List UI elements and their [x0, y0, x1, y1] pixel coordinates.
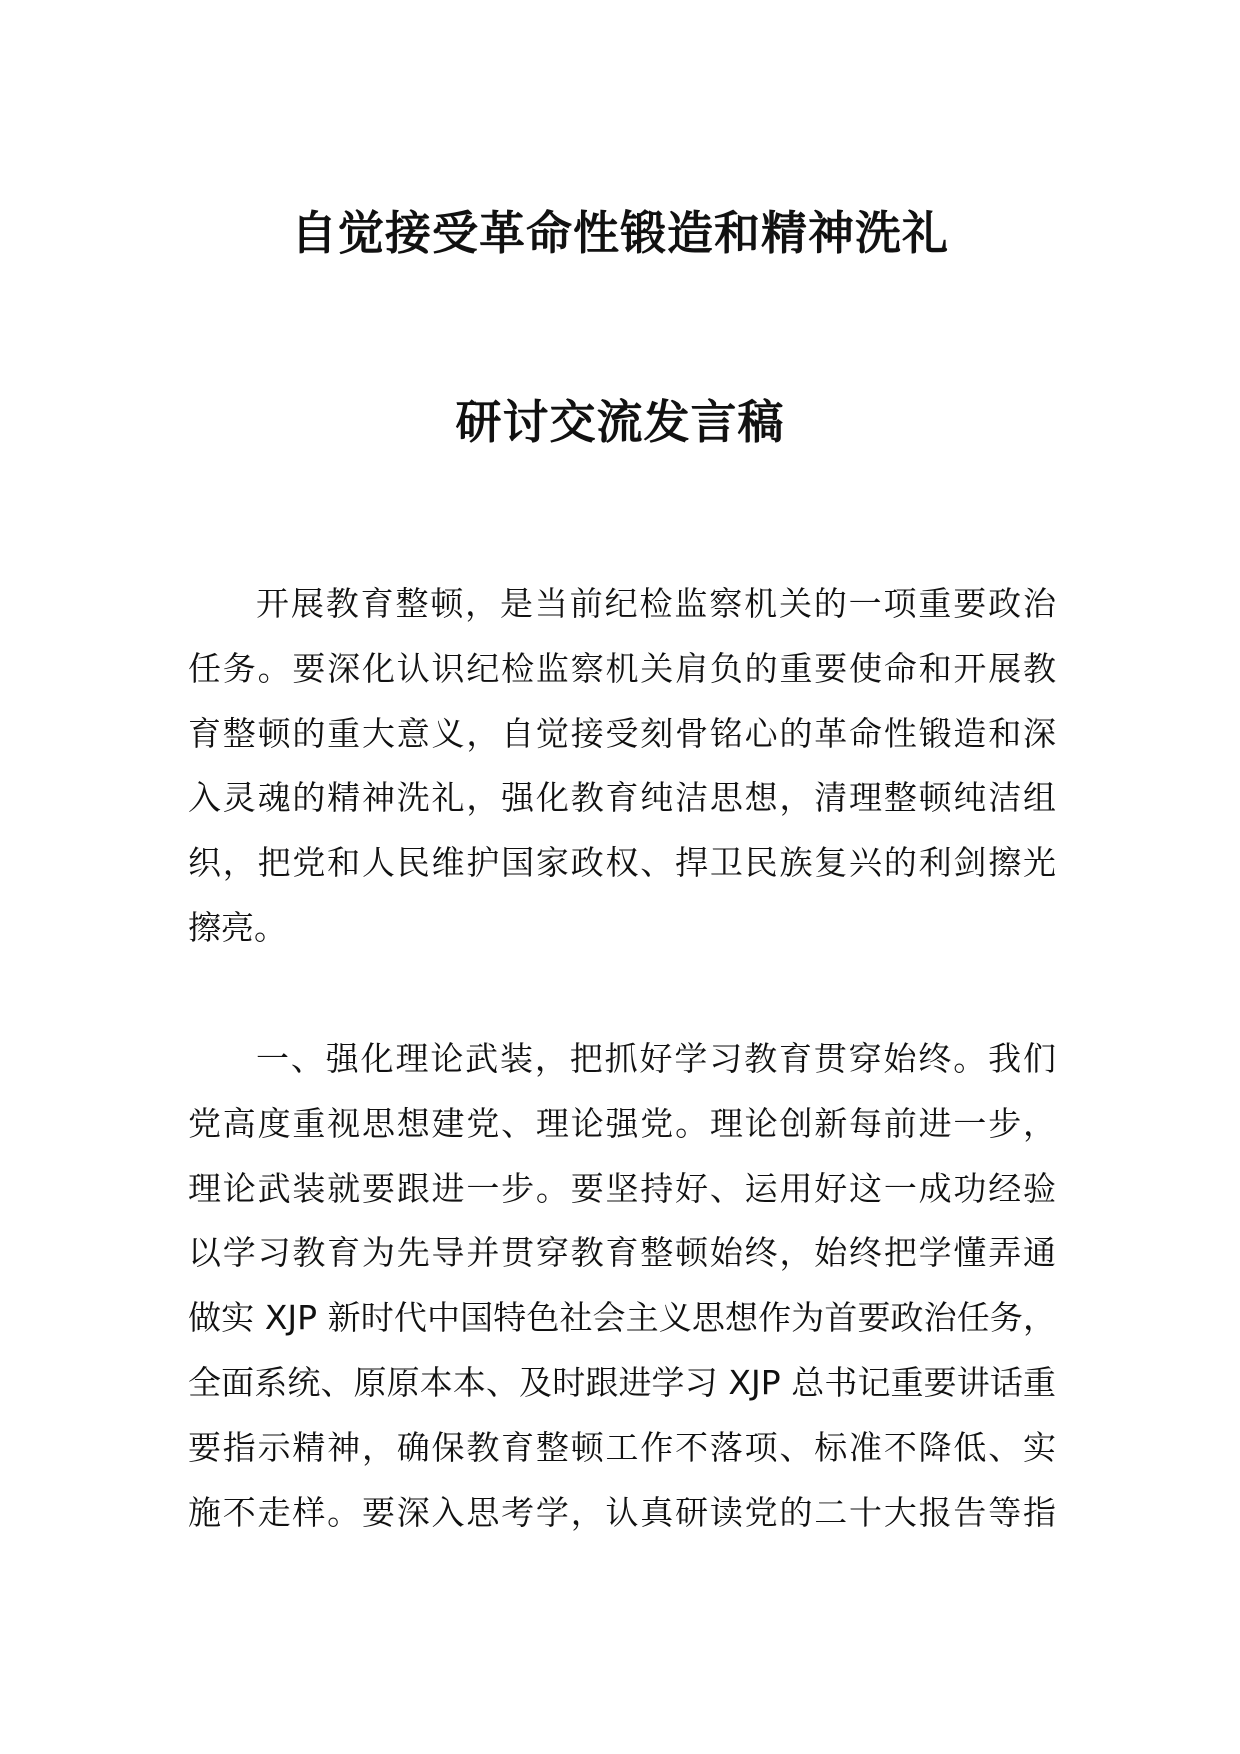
paragraph-line: 一、强化理论武装，把抓好学习教育贯穿始终。我们: [256, 1039, 1056, 1078]
paragraph-line: 育整顿的重大意义，自觉接受刻骨铭心的革命性锻造和深: [188, 713, 1056, 753]
paragraph-line: 做实 XJP 新时代中国特色社会主义思想作为首要政治任务，: [188, 1298, 1056, 1338]
paragraph-line: 任务。要深化认识纪检监察机关肩负的重要使命和开展教: [188, 648, 1056, 688]
paragraph-line: 以学习教育为先导并贯穿教育整顿始终，始终把学懂弄通: [188, 1233, 1056, 1273]
paragraph-line: 施不走样。要深入思考学，认真研读党的二十大报告等指: [188, 1492, 1056, 1532]
paragraph-line: 开展教育整顿，是当前纪检监察机关的一项重要政治: [256, 584, 1056, 623]
paragraph-intro: [188, 572, 1056, 961]
paragraph-line: 党高度重视思想建党、理论强党。理论创新每前进一步，: [188, 1103, 1056, 1143]
paragraph-line: 擦亮。: [188, 907, 287, 947]
document-title: 自觉接受革命性锻造和精神洗礼: [291, 206, 949, 260]
paragraph-line: 织，把党和人民维护国家政权、捍卫民族复兴的利剑擦光: [188, 843, 1056, 883]
document-subtitle: 研讨交流发言稿: [455, 395, 785, 449]
paragraph-line: 理论武装就要跟进一步。要坚持好、运用好这一成功经验: [188, 1168, 1056, 1208]
paragraph-line: 全面系统、原原本本、及时跟进学习 XJP 总书记重要讲话重: [188, 1362, 1056, 1402]
paragraph-line: 要指示精神，确保教育整顿工作不落项、标准不降低、实: [188, 1427, 1056, 1467]
paragraph-line: 入灵魂的精神洗礼，强化教育纯洁思想，清理整顿纯洁组: [188, 778, 1056, 818]
paragraph-section-one: [188, 1027, 1056, 1545]
